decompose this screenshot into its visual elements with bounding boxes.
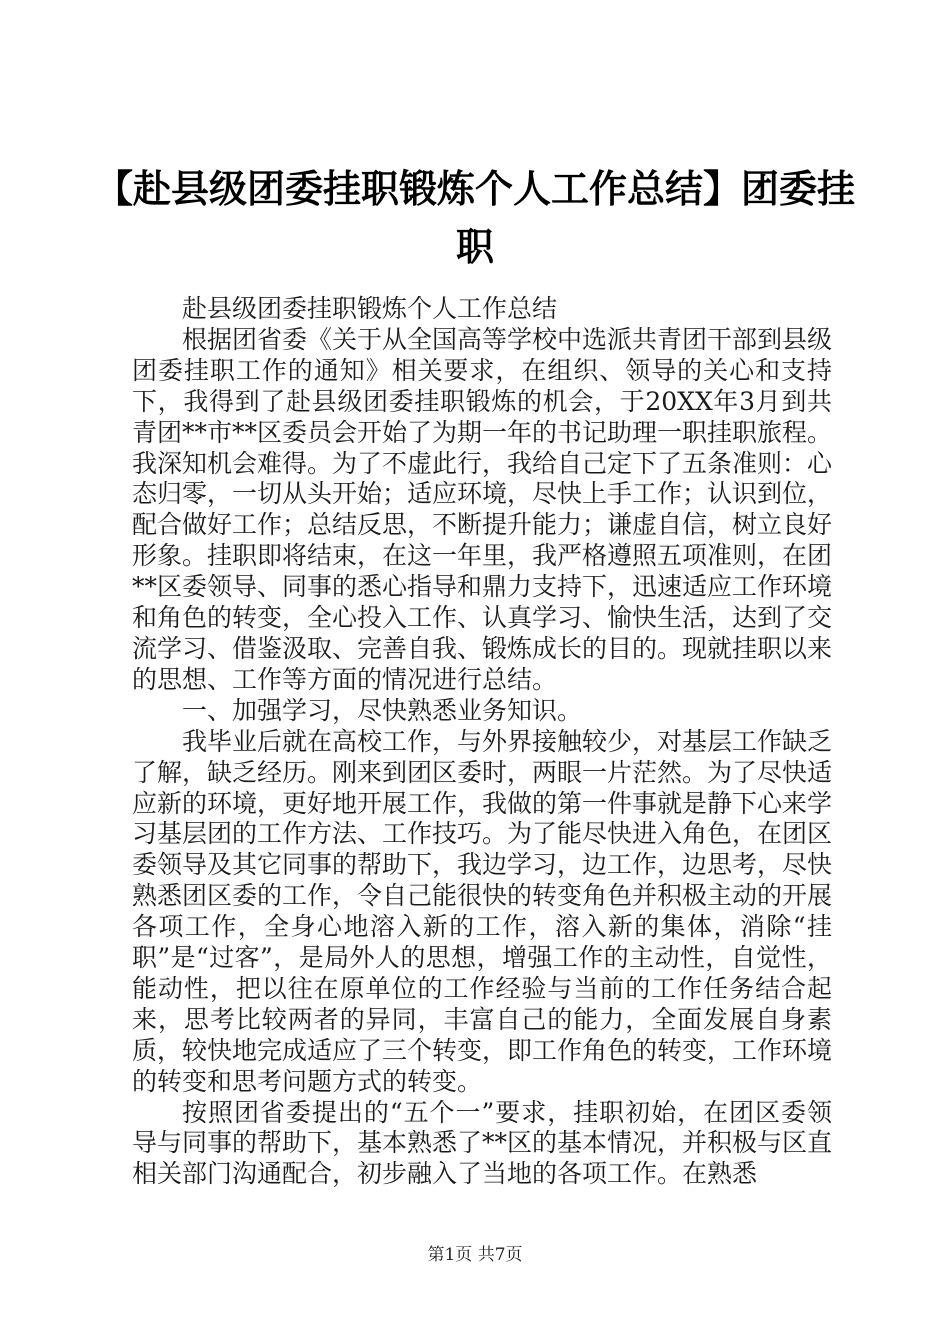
document-body (132, 294, 832, 1190)
page-footer: 第1页 共7页 (427, 1245, 523, 1265)
body-paragraph: 我毕业后就在高校工作，与外界接触较少，对基层工作缺乏了解，缺乏经历。刚来到团区委时，两眼一片茫然。为了尽快适应新的环境，更好地开展工作，我做的第一件事就是静下心来学习基层团的工作方法、工作技巧。为了能尽快进入角色，在团区委领导及其它同事的帮助下，我边学习，边工作，边思考，尽快熟悉团区委的工作，令自己能很快的转变角色并积极主动的开展各项工作，全身心地溶入新的工作，溶入新的集体，消除“挂职”是“过客”，是局外人的思想，增强工作的主动性，自觉性，能动性，把以往在原单位的工作经验与当前的工作任务结合起来，思考比较两者的异同，丰富自己的能力，全面发展自身素质，较快地完成适应了三个转变，即工作角色的转变，工作环境的转变和思考问题方式的转变。 (132, 726, 833, 1096)
body-paragraph: 根据团省委《关于从全国高等学校中选派共青团干部到县级团委挂职工作的通知》相关要求，在组织、领导的关心和支持下，我得到了赴县级团委挂职锻炼的机会，于20XX年3月到共青团**市**区委员会开始了为期一年的书记助理一职挂职旅程。我深知机会难得。为了不虚此行，我给自己定下了五条准则：心态归零，一切从头开始；适应环境，尽快上手工作；认识到位，配合做好工作；总结反思，不断提升能力；谦虚自信，树立良好形象。挂职即将结束，在这一年里，我严格遵照五项准则，在团**区委领导、同事的悉心指导和鼎力支持下，迅速适应工作环境和角色的转变，全心投入工作、认真学习、愉快生活，达到了交流学习、借鉴汲取、完善自我、锻炼成长的目的。现就挂职以来的思想、工作等方面的情况进行总结。 (132, 324, 833, 694)
body-paragraph: 按照团省委提出的“五个一”要求，挂职初始，在团区委领导与同事的帮助下，基本熟悉了**区的基本情况，并积极与区直相关部门沟通配合，初步融入了当地的各项工作。在熟悉 (132, 1097, 833, 1189)
section-heading: 一、加强学习，尽快熟悉业务知识。 (182, 695, 583, 725)
document-title: 【赴县级团委挂职锻炼个人工作总结】团委挂职 (94, 166, 855, 269)
subtitle-paragraph: 赴县级团委挂职锻炼个人工作总结 (182, 294, 558, 323)
